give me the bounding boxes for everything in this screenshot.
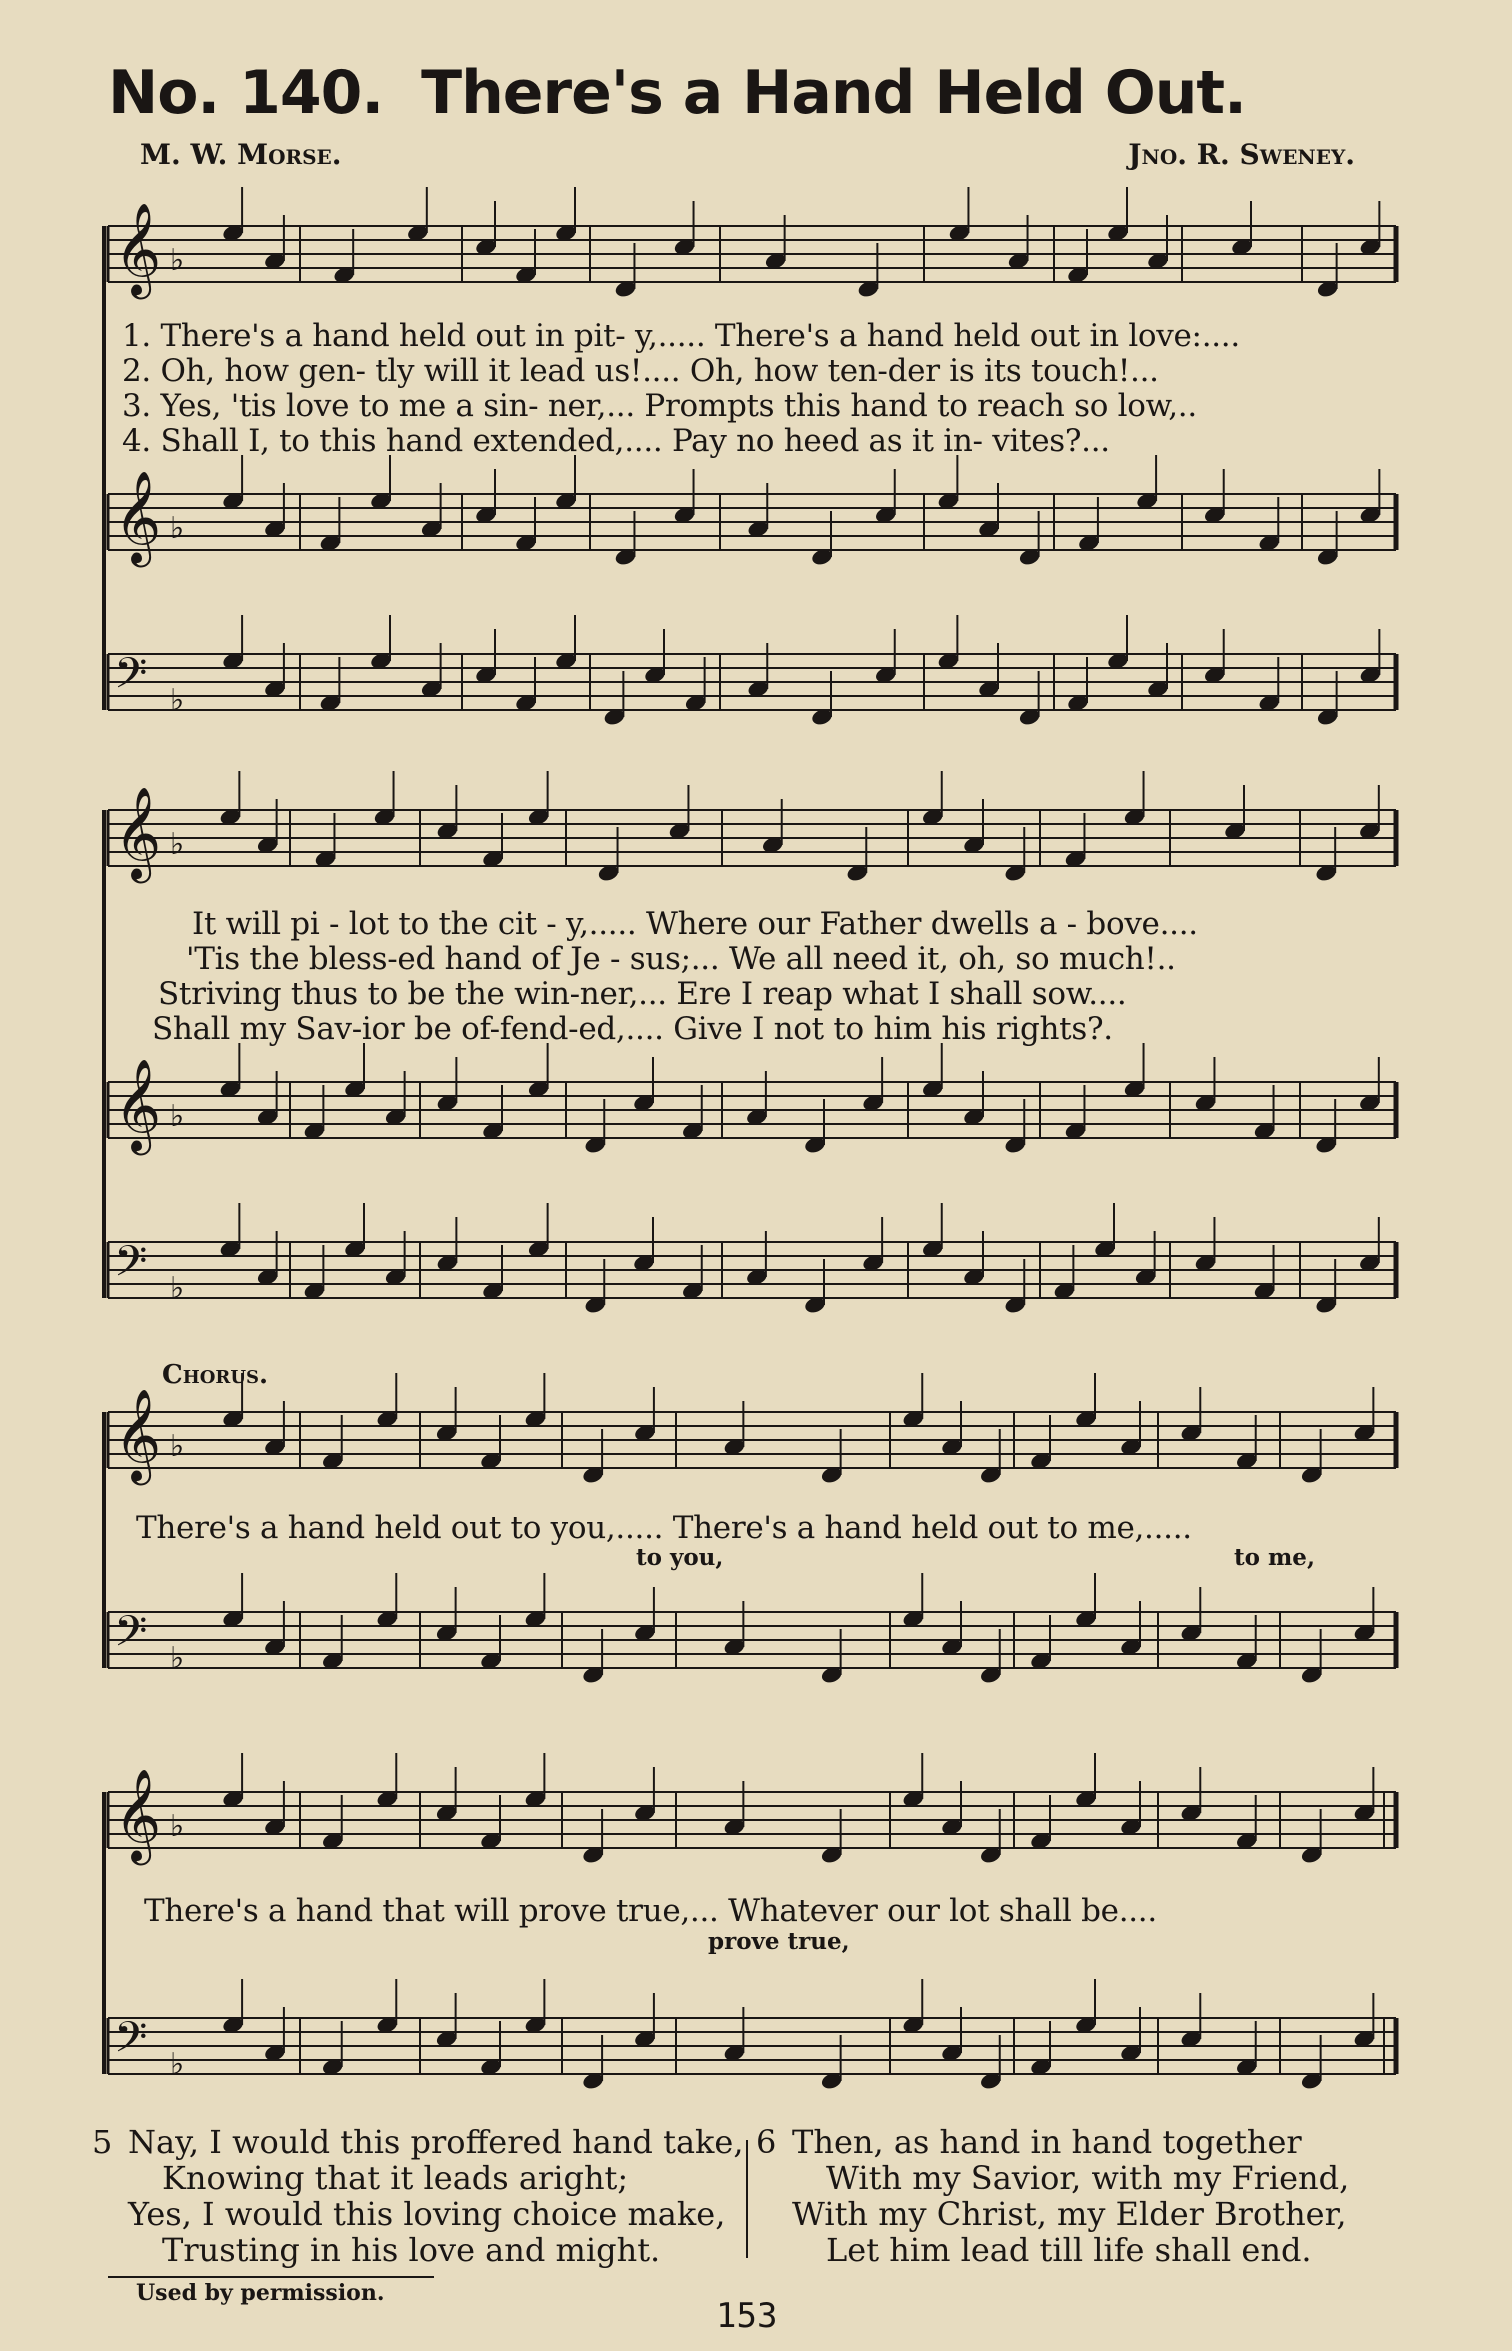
stanza-divider xyxy=(746,2140,748,2258)
treble-clef-icon: 𝄞 xyxy=(114,786,162,879)
stanza-6-line-1: Then, as hand in hand together xyxy=(792,2123,1302,2161)
bass-clef-icon: 𝄢 xyxy=(114,1607,148,1667)
footer-rule xyxy=(108,2276,434,2278)
stanza-5 xyxy=(92,2123,744,2269)
flat-key-signature-icon: ♭ xyxy=(170,1641,185,1676)
flat-key-signature-icon: ♭ xyxy=(170,1271,185,1306)
flat-key-signature-icon: ♭ xyxy=(170,2047,185,2082)
chorus-label: Chorus. xyxy=(162,1360,269,1390)
flat-key-signature-icon: ♭ xyxy=(170,683,185,718)
flat-key-signature-icon: ♭ xyxy=(170,1429,185,1464)
verse-1-line-a: 1. There's a hand held out in pit- y,..... There's a hand held out in love:.... xyxy=(122,318,1240,354)
page-number: 153 xyxy=(716,2296,778,2336)
bass-clef-icon: 𝄢 xyxy=(114,2013,148,2073)
stanza-6-number: 6 xyxy=(756,2123,777,2161)
stanza-6-line-2: With my Savior, with my Friend, xyxy=(826,2159,1350,2197)
treble-clef-icon: 𝄞 xyxy=(114,1058,162,1151)
verse-3-line-a: 3. Yes, 'tis love to me a sin- ner,... Prompts this hand to reach so low,.. xyxy=(122,388,1197,424)
stanza-6-line-4: Let him lead till life shall end. xyxy=(826,2231,1312,2269)
treble-clef-icon: 𝄞 xyxy=(114,1388,162,1481)
flat-key-signature-icon: ♭ xyxy=(170,243,185,278)
chorus-line-1: There's a hand held out to you,..... There's a hand held out to me,..... xyxy=(136,1510,1192,1546)
words-credit: M. W. Morse. xyxy=(140,138,342,171)
treble-clef-icon: 𝄞 xyxy=(114,1768,162,1861)
stanza-5-line-2: Knowing that it leads aright; xyxy=(162,2159,629,2197)
chorus-line-2: There's a hand that will prove true,... Whatever our lot shall be.... xyxy=(144,1893,1157,1929)
music-credit: Jno. R. Sweney. xyxy=(1128,138,1355,171)
flat-key-signature-icon: ♭ xyxy=(170,511,185,546)
verse-3-line-b: Striving thus to be the win-ner,... Ere I reap what I shall sow.... xyxy=(158,976,1127,1012)
treble-clef-icon: 𝄞 xyxy=(114,470,162,563)
verse-2-line-b: 'Tis the bless-ed hand of Je - sus;... We all need it, oh, so much!.. xyxy=(186,941,1176,977)
stanza-5-line-1: Nay, I would this proffered hand take, xyxy=(128,2123,744,2161)
hymn-title: There's a Hand Held Out. xyxy=(421,58,1246,128)
verse-2-line-a: 2. Oh, how gen- tly will it lead us!.... Oh, how ten-der is its touch!... xyxy=(122,353,1159,389)
verse-4-line-a: 4. Shall I, to this hand extended,.... Pay no heed as it in- vites?... xyxy=(122,423,1110,459)
hymn-number: No. 140. xyxy=(108,58,384,128)
stanza-5-line-4: Trusting in his love and might. xyxy=(162,2231,661,2269)
flat-key-signature-icon: ♭ xyxy=(170,827,185,862)
bass-clef-icon: 𝄢 xyxy=(114,1237,148,1297)
stanza-5-number: 5 xyxy=(92,2123,113,2161)
treble-clef-icon: 𝄞 xyxy=(114,202,162,295)
permission-note: Used by permission. xyxy=(136,2280,385,2306)
flat-key-signature-icon: ♭ xyxy=(170,1099,185,1134)
stanza-6-line-3: With my Christ, my Elder Brother, xyxy=(792,2195,1347,2233)
verse-4-line-b: Shall my Sav-ior be of-fend-ed,.... Give I not to him his rights?. xyxy=(152,1011,1113,1047)
verse-1-line-b: It will pi - lot to the cit - y,..... Where our Father dwells a - bove.... xyxy=(192,906,1198,942)
stanza-5-line-3: Yes, I would this loving choice make, xyxy=(128,2195,726,2233)
flat-key-signature-icon: ♭ xyxy=(170,1809,185,1844)
chorus-echo-to-you: to you, xyxy=(636,1544,724,1571)
bass-clef-icon: 𝄢 xyxy=(114,649,148,709)
stanza-6 xyxy=(756,2123,1350,2269)
chorus-echo-to-me: to me, xyxy=(1234,1544,1315,1571)
chorus-echo-prove-true: prove true, xyxy=(708,1928,850,1955)
